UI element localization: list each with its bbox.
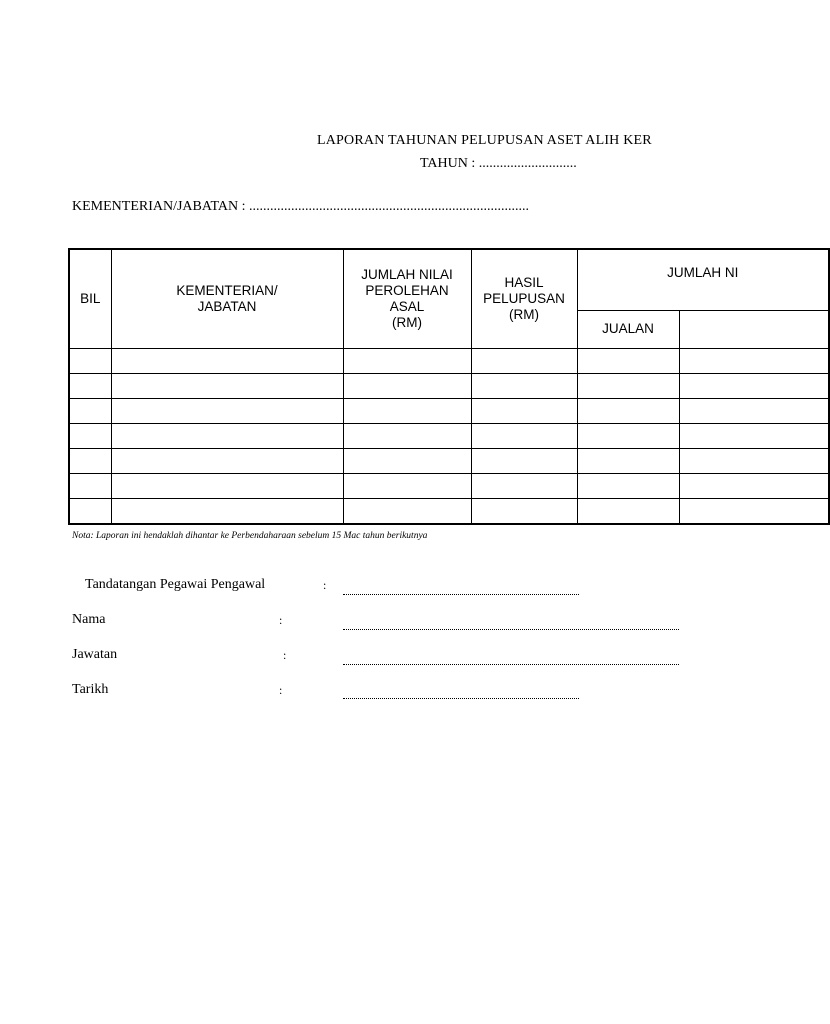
cell xyxy=(343,473,471,498)
cell xyxy=(577,473,679,498)
cell xyxy=(577,448,679,473)
name-colon: : xyxy=(279,613,283,627)
table-row xyxy=(69,498,829,524)
cell xyxy=(111,448,343,473)
cell xyxy=(343,498,471,524)
cell xyxy=(343,448,471,473)
cell xyxy=(343,348,471,373)
cell xyxy=(679,498,829,524)
officer-signature-label: Tandatangan Pegawai Pengawal xyxy=(85,577,266,592)
cell xyxy=(343,398,471,423)
disposal-table-container xyxy=(68,248,739,532)
position-label: Jawatan xyxy=(72,647,118,662)
cell xyxy=(577,398,679,423)
cell xyxy=(471,423,577,448)
cell xyxy=(69,498,111,524)
cell xyxy=(471,348,577,373)
cell xyxy=(577,423,679,448)
cell xyxy=(343,423,471,448)
cell xyxy=(679,423,829,448)
report-title: LAPORAN TAHUNAN PELUPUSAN ASET ALIH KER xyxy=(317,133,652,148)
cell xyxy=(577,373,679,398)
date-colon: : xyxy=(279,683,283,697)
cell xyxy=(679,398,829,423)
header-value-group: JUMLAH NI xyxy=(577,249,829,310)
position-colon: : xyxy=(283,648,287,662)
cell xyxy=(111,373,343,398)
cell xyxy=(471,498,577,524)
header-disposal-proceeds: HASIL PELUPUSAN (RM) xyxy=(471,249,577,348)
header-next xyxy=(679,310,829,348)
officer-signature-colon: : xyxy=(323,578,327,592)
header-acquisition-value: JUMLAH NILAI PEROLEHAN ASAL (RM) xyxy=(343,249,471,348)
officer-signature-line xyxy=(343,594,579,595)
cell xyxy=(577,498,679,524)
cell xyxy=(69,473,111,498)
cell xyxy=(69,398,111,423)
table-header-row xyxy=(69,249,829,310)
cell xyxy=(111,348,343,373)
ministry-label: KEMENTERIAN/JABATAN : ................................................................................ xyxy=(72,199,529,214)
table-row xyxy=(69,398,829,423)
cell xyxy=(471,473,577,498)
cell xyxy=(69,348,111,373)
cell xyxy=(471,373,577,398)
date-label: Tarikh xyxy=(72,682,109,697)
header-bil: BIL xyxy=(69,249,111,348)
position-line xyxy=(343,664,679,665)
cell xyxy=(679,448,829,473)
table-row xyxy=(69,423,829,448)
cell xyxy=(69,423,111,448)
year-label: TAHUN : ............................ xyxy=(420,156,577,171)
cell xyxy=(679,348,829,373)
cell xyxy=(577,348,679,373)
cell xyxy=(679,373,829,398)
name-line xyxy=(343,629,679,630)
disposal-table xyxy=(68,248,830,525)
header-ministry: KEMENTERIAN/ JABATAN xyxy=(111,249,343,348)
cell xyxy=(471,398,577,423)
cell xyxy=(471,448,577,473)
cell xyxy=(111,498,343,524)
cell xyxy=(69,448,111,473)
table-row xyxy=(69,448,829,473)
cell xyxy=(111,473,343,498)
table-row xyxy=(69,473,829,498)
cell xyxy=(111,398,343,423)
table-row xyxy=(69,373,829,398)
cell xyxy=(69,373,111,398)
table-row xyxy=(69,348,829,373)
header-sale: JUALAN xyxy=(577,310,679,348)
note-text: Nota: Laporan ini hendaklah dihantar ke Perbendaharaan sebelum 15 Mac tahun berikutnya xyxy=(72,531,428,541)
cell xyxy=(679,473,829,498)
date-line xyxy=(343,698,579,699)
cell xyxy=(343,373,471,398)
name-label: Nama xyxy=(72,612,106,627)
cell xyxy=(111,423,343,448)
